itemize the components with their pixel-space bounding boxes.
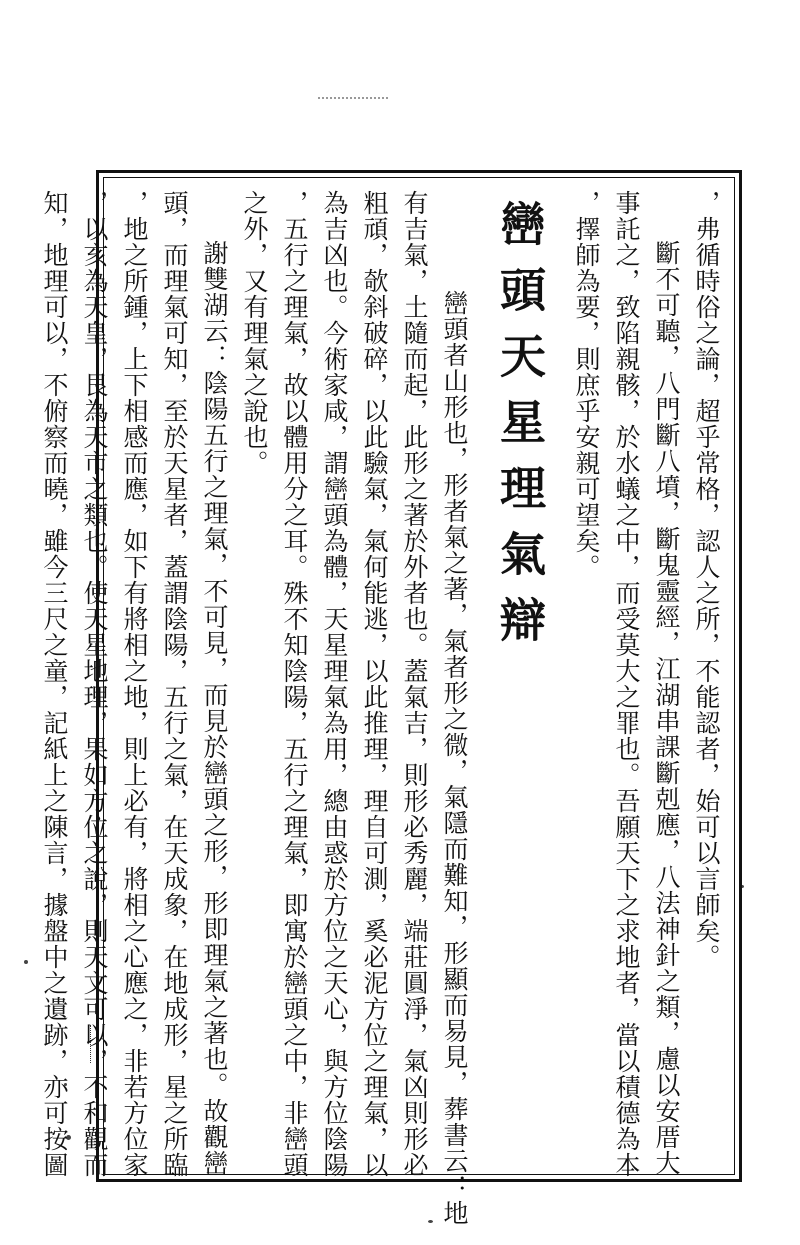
- text-column: ，地之所鍾，上下相感而應，如下有將相之地，則上必有，將相之心應之，非若方位家: [120, 190, 149, 1178]
- vertical-text-body: [40, 190, 726, 1226]
- text-column: 之外，又有理氣之說也。: [240, 190, 269, 476]
- text-column: 事託之，致陷親骸，於水蟻之中，而受莫大之罪也。吾願天下之求地者，當以積德為本: [612, 190, 641, 1178]
- text-column: 頭，而理氣可知，至於天星者，蓋謂陰陽，五行之氣，在天成象，在地成形，星之所臨: [160, 190, 189, 1178]
- text-column: 謝雙湖云：陰陽五行之理氣，不可見，而見於巒頭之形，形即理氣之著也。故觀巒: [200, 240, 229, 1176]
- text-column: 有吉氣，土隨而起，此形之著於外者也。蓋氣吉，則形必秀麗，端莊圓淨，氣凶則形必: [400, 190, 429, 1178]
- text-column: 斷不可聽，八門斷八墳，斷鬼靈經，江湖串課斷剋應，八法神針之類，慮以安厝大: [652, 240, 681, 1176]
- scan-speck: [428, 1220, 433, 1223]
- text-column: ，五行之理氣，故以體用分之耳。殊不知陰陽，五行之理氣，即寓於巒頭之中，非巒頭: [280, 190, 309, 1178]
- section-title: 巒頭天星理氣辯: [493, 200, 547, 662]
- text-column: 知，地理可以，不俯察而曉，雖今三尺之童，記紙上之陳言，據盤中之遺跡，亦可按圖: [40, 190, 69, 1178]
- scan-mark: [318, 97, 388, 101]
- text-column: 粗頑，欹斜破碎，以此驗氣，氣何能逃，以此推理，理自可測，奚必泥方位之理氣，以: [360, 190, 389, 1178]
- text-column: 巒頭者山形也，形者氣之著，氣者形之微，氣隱而難知，形顯而易見，葬書云：地: [440, 290, 469, 1226]
- text-column: ，以亥為天皇，艮為天市之類也。使天星地理，果如方位之說，則天文可以，不和觀而: [80, 190, 109, 1178]
- scan-speck: [24, 960, 28, 964]
- text-column: ，擇師為要，則庶乎安親可望矣。: [572, 190, 601, 580]
- text-column: ，弗循時俗之論，超乎常格，認人之所，不能認者，始可以言師矣。: [692, 190, 721, 970]
- text-column: 為吉凶也。今術家咸，謂巒頭為體，天星理氣為用，總由惑於方位之天心，與方位陰陽: [320, 190, 349, 1178]
